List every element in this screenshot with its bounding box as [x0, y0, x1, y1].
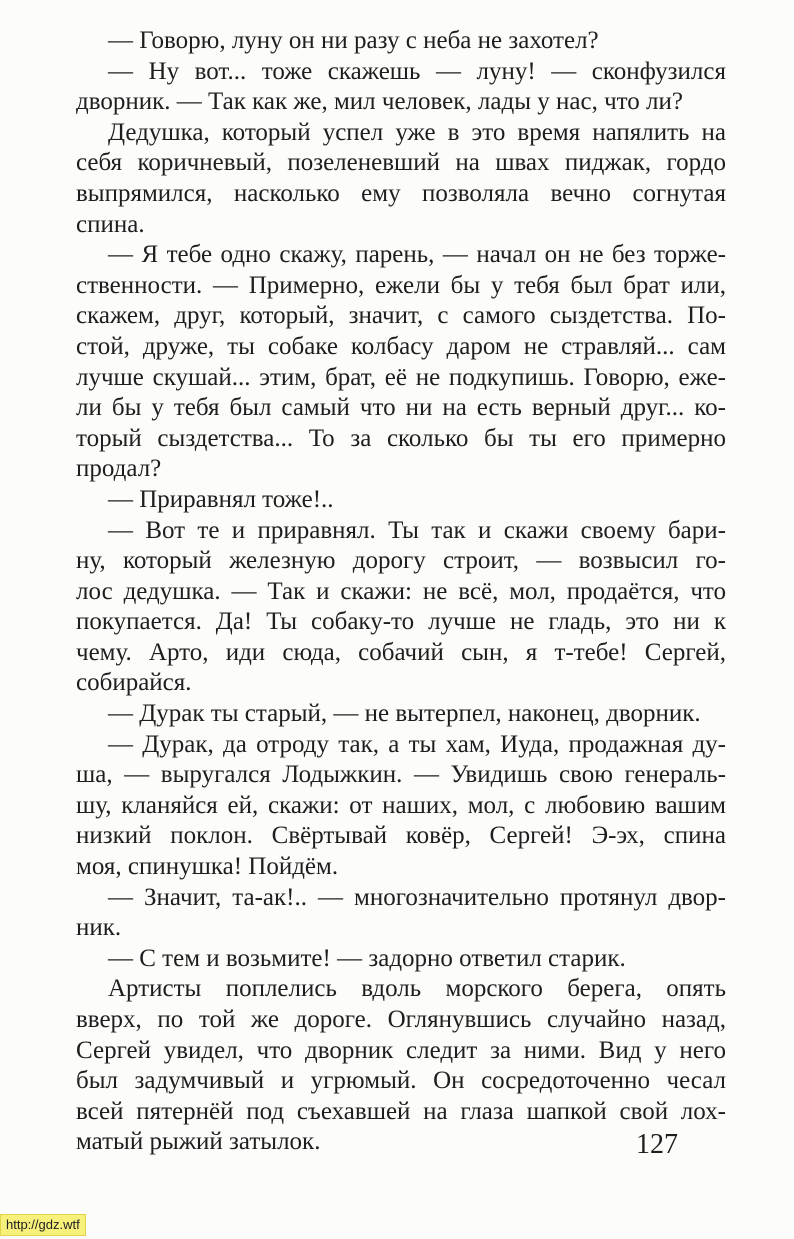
- text-line: Артисты поплелись вдоль морского берега, опять: [108, 975, 726, 1003]
- text-line: — Я тебе одно скажу, парень, — начал он не без торже-: [108, 241, 726, 269]
- text-line: моя, спинушка! Пойдём.: [76, 853, 339, 881]
- paragraph: [76, 485, 726, 516]
- text-line: ли бы у тебя был самый что ни на есть верный друг... ко-: [76, 394, 726, 422]
- text-line: — Говорю, луну он ни разу с неба не захотел?: [108, 27, 599, 54]
- paragraph: [76, 730, 726, 883]
- text-line: лос дедушка. — Так и скажи: не всё, мол, продаётся, что: [76, 577, 726, 605]
- paragraph: [76, 240, 726, 485]
- text-line: чему. Арто, иди сюда, собачий сын, я т-тебе! Сергей,: [76, 638, 726, 666]
- text-line: покупается. Да! Ты собаку-то лучше не гладь, это ни к: [76, 608, 726, 636]
- text-line: скажем, друг, который, значит, с самого сыздетства. По-: [76, 302, 726, 330]
- text-line: — С тем и возьмите! — задорно ответил старик.: [108, 944, 626, 972]
- text-line: Сергей увидел, что дворник следит за ними. Вид у него: [76, 1036, 726, 1064]
- text-line: выпрямился, насколько ему позволяла вечно согнутая: [76, 179, 726, 207]
- text-line: вверх, по той же дороге. Оглянувшись случайно назад,: [76, 1006, 726, 1033]
- text-body: [76, 26, 726, 1158]
- text-line: стой, друже, ты собаке колбасу даром не стравляй... сам: [76, 332, 726, 360]
- text-line: лучше скушай... этим, брат, её не подкупишь. Говорю, еже-: [76, 363, 726, 391]
- paragraph: [76, 944, 726, 975]
- text-line: — Дурак, да отроду так, а ты хам, Иуда, продажная ду-: [108, 730, 726, 758]
- text-line: шу, кланяйся ей, скажи: от наших, мол, с любовию вашим: [76, 791, 726, 819]
- text-line: — Приравнял тоже!..: [108, 485, 334, 513]
- paragraph: [76, 699, 726, 730]
- text-line: ственности. — Примерно, ежели бы у тебя был брат или,: [76, 271, 726, 299]
- paragraph: [76, 26, 726, 57]
- text-line: — Дурак ты старый, — не вытерпел, наконец, дворник.: [108, 700, 701, 728]
- text-line: дворник. — Так как же, мил человек, лады у нас, что ли?: [76, 88, 683, 116]
- text-line: продал?: [76, 455, 162, 483]
- text-line: — Ну вот... тоже скажешь — луну! — сконфузился: [108, 57, 726, 85]
- text-line: торый сыздетства... То за сколько бы ты его примерно: [76, 424, 726, 452]
- text-line: всей пятернёй под съехавшей на глаза шапкой свой лох-: [76, 1097, 726, 1125]
- text-line: был задумчивый и угрюмый. Он сосредоточенно чесал: [76, 1067, 726, 1095]
- text-line: — Вот те и приравнял. Ты так и скажи своему бари-: [108, 516, 726, 544]
- text-line: собирайся.: [76, 669, 192, 697]
- paragraph: [76, 118, 726, 240]
- paragraph: [76, 883, 726, 944]
- text-line: ну, который железную дорогу строит, — возвысил го-: [76, 547, 726, 575]
- text-line: себя коричневый, позеленевший на швах пиджак, гордо: [76, 149, 726, 177]
- text-line: — Значит, та-ак!.. — многозначительно протянул двор-: [108, 883, 726, 911]
- paragraph: [76, 57, 726, 118]
- page-number: 127: [636, 1129, 678, 1160]
- watermark-link[interactable]: http://gdz.wtf: [0, 1214, 86, 1236]
- paragraph: [76, 974, 726, 1158]
- text-line: ник.: [76, 914, 122, 942]
- text-line: ша, — выругался Лодыжкин. — Увидишь свою генераль-: [76, 761, 726, 789]
- text-line: Дедушка, который успел уже в это время напялить на: [108, 118, 726, 146]
- paragraph: [76, 516, 726, 700]
- text-line: матый рыжий затылок.: [76, 1128, 321, 1156]
- text-line: низкий поклон. Свёртывай ковёр, Сергей! Э-эх, спина: [76, 822, 726, 850]
- text-line: спина.: [76, 210, 145, 238]
